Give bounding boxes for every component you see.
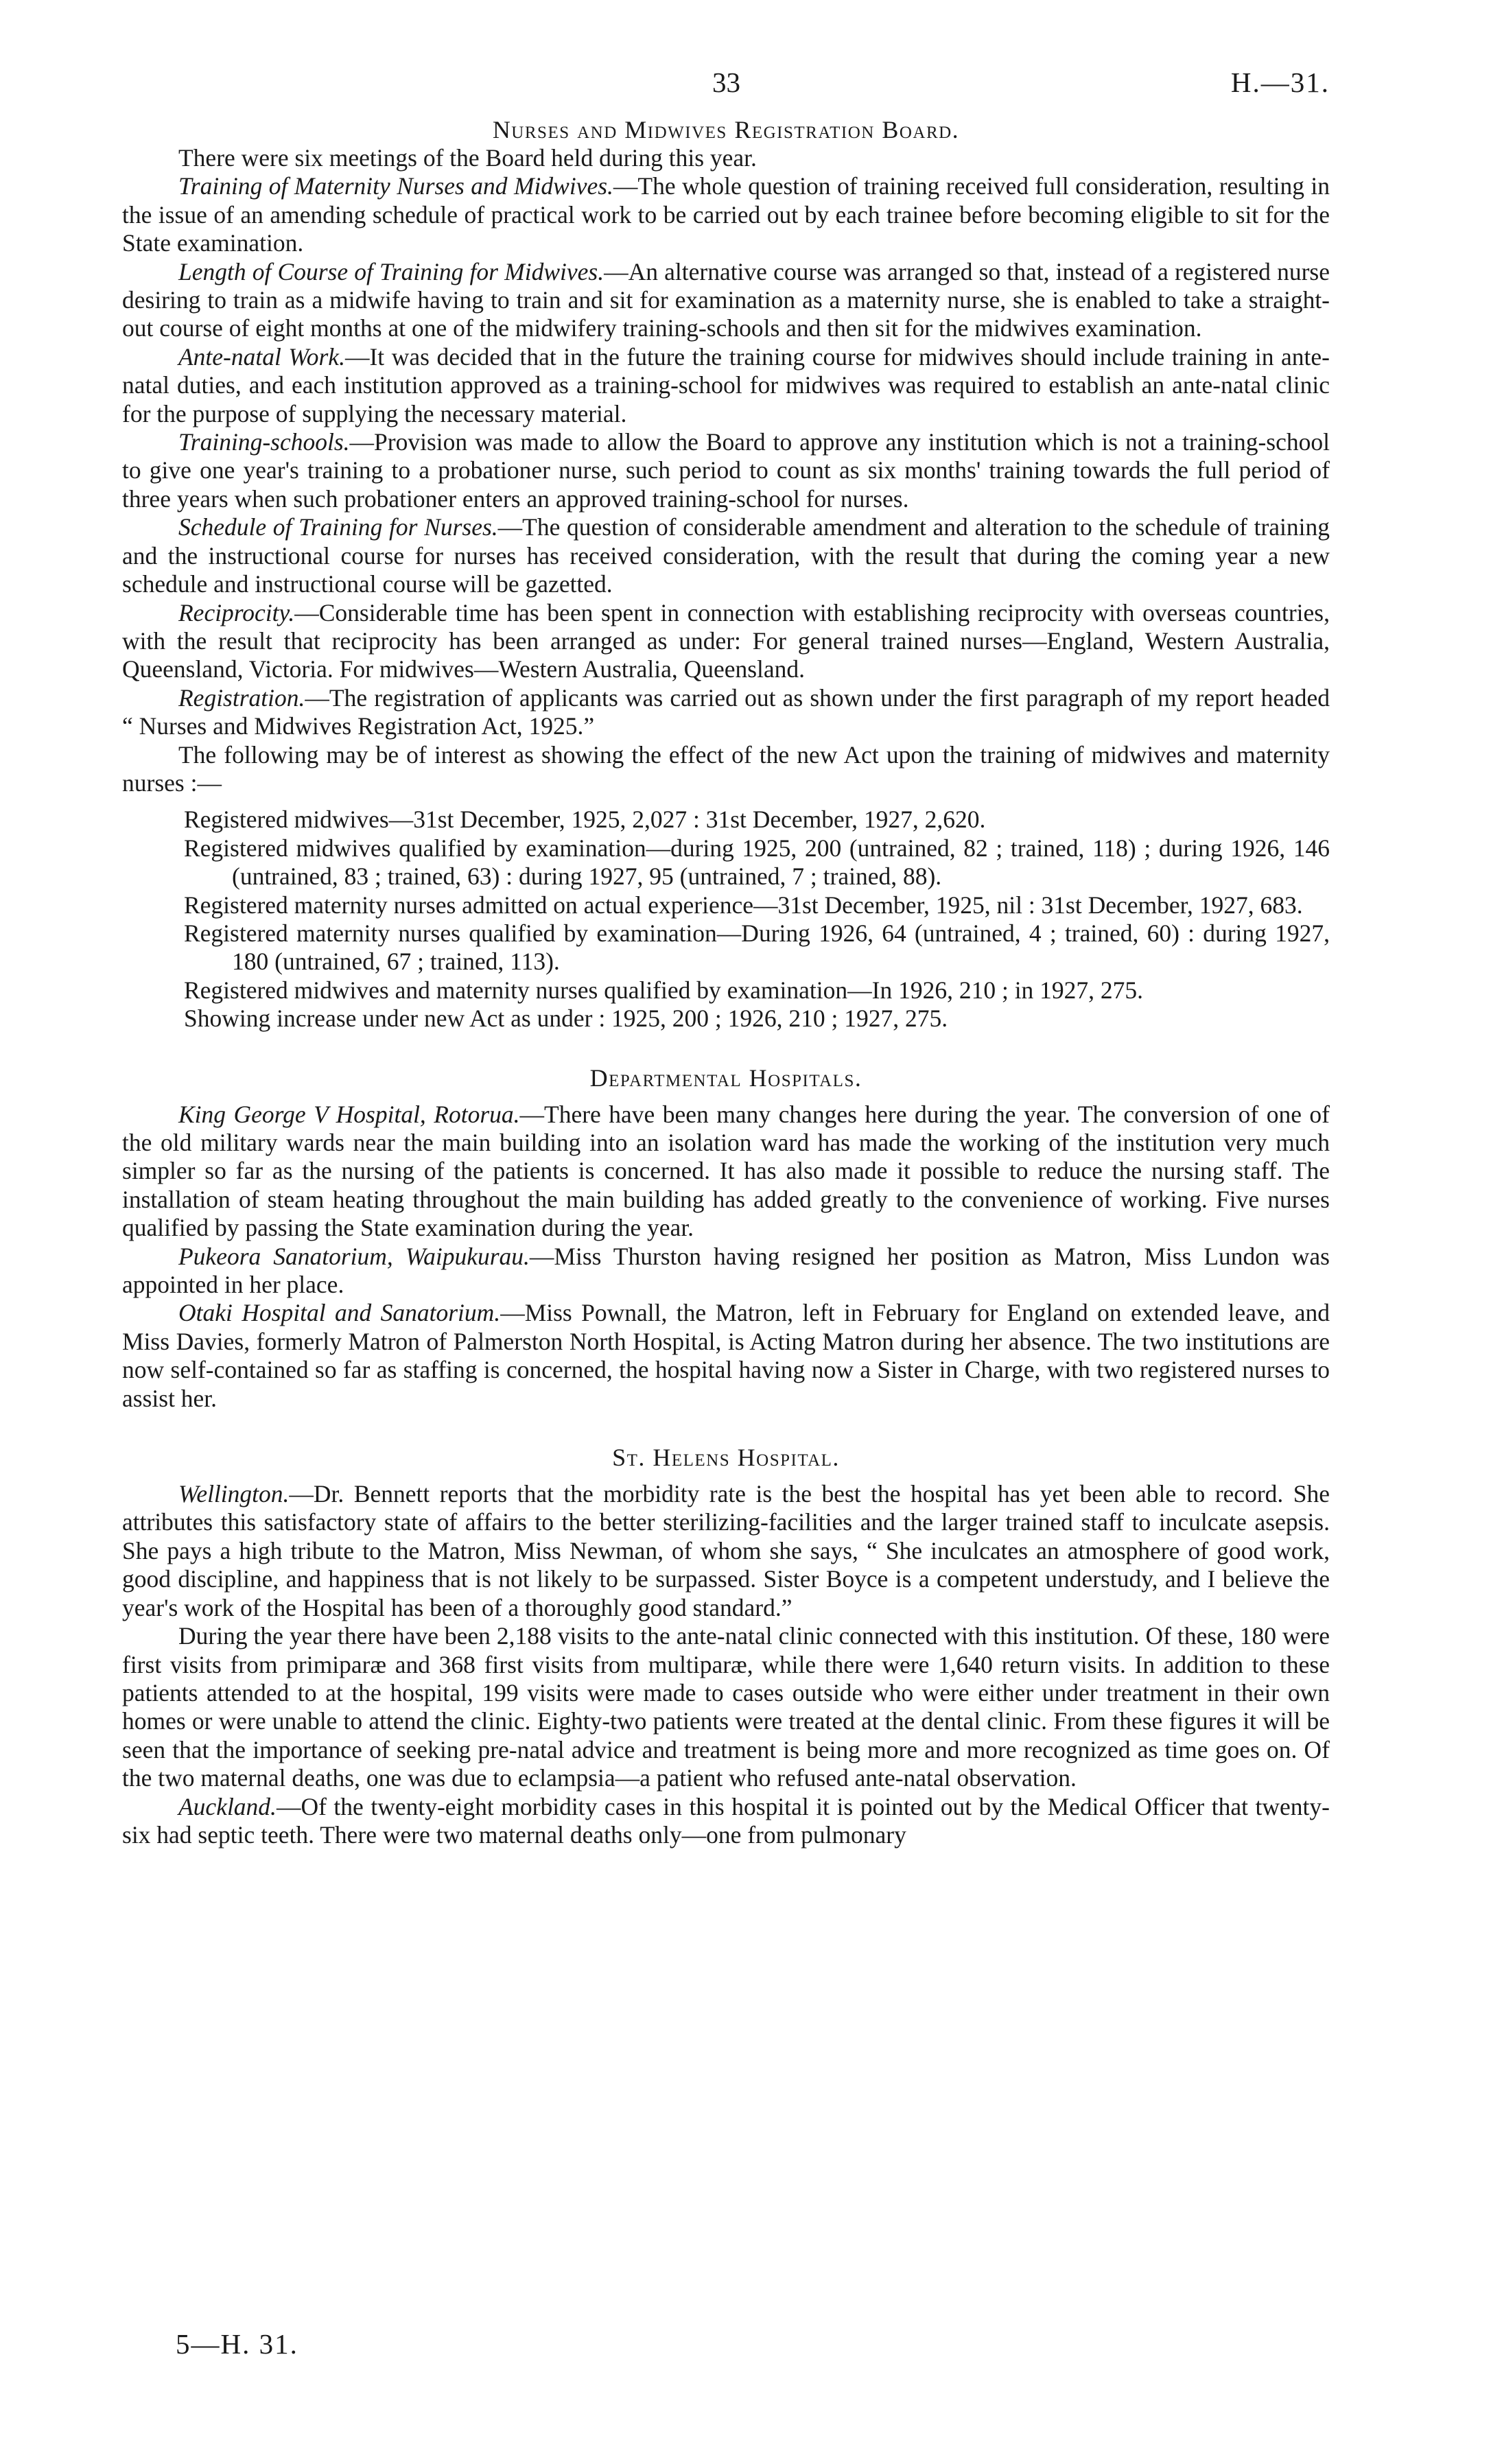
section-st-helens-hospital (122, 1480, 1330, 1849)
paragraph: King George V Hospital, Rotorua.—There have been many changes here during the year. The conversion of one of the old military wards near the main building into an isolation ward has made the working of the institution very much simpler so far as the nursing of the patients is concerned. It has also made it possible to reduce the nursing staff. The installation of steam heating throughout the main building has added greatly to the convenience of working. Five nurses qualified by passing the State examination during the year. (122, 1100, 1330, 1242)
page-number: 33 (712, 67, 740, 98)
statistic-item: Registered maternity nurses qualified by examination—During 1926, 64 (untrained, 4 ; trained, 60) : during 1927, 180 (untrained, 67 ; trained, 113). (184, 919, 1330, 976)
section-title-registration-board: Nurses and Midwives Registration Board. (492, 116, 960, 143)
paragraph: Wellington.—Dr. Bennett reports that the morbidity rate is the best the hospital has yet been able to record. She attributes this satisfactory state of affairs to the better sterilizing-facilities and the larger trained staff to inculcate asepsis. She pays a high tribute to the Matron, Miss Newman, of whom she says, “ She inculcates an atmosphere of good work, good discipline, and happiness that is not likely to be surpassed. Sister Boyce is a competent understudy, and I believe the year's work of the Hospital has been of a thoroughly good standard.” (122, 1480, 1330, 1621)
paragraph: Auckland.—Of the twenty-eight morbidity cases in this hospital it is pointed out by the Medical Officer that twenty-six had septic teeth. There were two maternal deaths only—one from pulmonary (122, 1792, 1330, 1849)
statistic-item: Registered midwives qualified by examination—during 1925, 200 (untrained, 82 ; trained, 118) ; during 1926, 146 (untrained, 83 ; trained, 63) : during 1927, 95 (untrained, 7 ; trained, 88). (184, 834, 1330, 891)
paragraph: Pukeora Sanatorium, Waipukurau.—Miss Thurston having resigned her position as Matron, Miss Lundon was appointed in her place. (122, 1242, 1330, 1299)
statistic-item: Showing increase under new Act as under : 1925, 200 ; 1926, 210 ; 1927, 275. (184, 1005, 948, 1033)
paragraph: Length of Course of Training for Midwives.—An alternative course was arranged so that, instead of a registered nurse desiring to train as a midwife having to train and sit for examination as a maternity nurse, she is enabled to take a straight-out course of eight months at one of the midwifery training-schools and then sit for the midwives examination. (122, 257, 1330, 342)
registration-statistics-list (122, 806, 1330, 1033)
document-reference: H.—31. (1230, 67, 1330, 98)
section-registration-board (122, 144, 1330, 1033)
paragraph: Schedule of Training for Nurses.—The question of considerable amendment and alteration to the schedule of training and the instructional course for nurses has received consideration, with the result that during the coming year a new schedule and instructional course will be gazetted. (122, 513, 1330, 598)
paragraph: Registration.—The registration of applicants was carried out as shown under the first paragraph of my report headed “ Nurses and Midwives Registration Act, 1925.” (122, 683, 1330, 740)
section-title-st-helens-hospital: St. Helens Hospital. (612, 1444, 840, 1472)
statistic-item: Registered midwives and maternity nurses qualified by examination—In 1926, 210 ; in 1927, 275. (184, 976, 1144, 1004)
signature-reference: 5—H. 31. (176, 2328, 298, 2360)
paragraph: Training-schools.—Provision was made to allow the Board to approve any institution which is not a training-school to give one year's training to a probationer nurse, such period to count as six months' training towards the full period of three years when such probationer enters an approved training-school for nurses. (122, 428, 1330, 513)
paragraph: Reciprocity.—Considerable time has been spent in connection with establishing reciprocity with overseas countries, with the result that reciprocity has been arranged as under: For general trained nurses—England, Western Australia, Queensland, Victoria. For midwives—Western Australia, Queensland. (122, 598, 1330, 683)
section-title-departmental-hospitals: Departmental Hospitals. (589, 1064, 862, 1092)
paragraph: Training of Maternity Nurses and Midwives.—The whole question of training received full consideration, resulting in the issue of an amending schedule of practical work to be carried out by each trainee before becoming eligible to sit for the State examination. (122, 172, 1330, 257)
paragraph: During the year there have been 2,188 visits to the ante-natal clinic connected with this institution. Of these, 180 were first visits from primiparæ and 368 first visits from multiparæ, while there were 1,640 return visits. In addition to these patients attended to at the hospital, 199 visits were made to cases outside who were either under treatment in their own homes or were unable to attend the clinic. Eighty-two patients were treated at the dental clinic. From these figures it will be seen that the importance of seeking pre-natal advice and treatment is being more and more recognized as time goes on. Of the two maternal deaths, one was due to eclampsia—a patient who refused ante-natal observation. (122, 1622, 1330, 1792)
page-header (122, 69, 1330, 111)
paragraph: Otaki Hospital and Sanatorium.—Miss Pownall, the Matron, left in February for England on extended leave, and Miss Davies, formerly Matron of Palmerston North Hospital, is Acting Matron during her absence. The two institutions are now self-contained so far as staffing is concerned, the hospital having now a Sister in Charge, with two registered nurses to assist her. (122, 1299, 1330, 1412)
paragraph: There were six meetings of the Board held during this year. (178, 144, 757, 172)
statistic-item: Registered midwives—31st December, 1925, 2,027 : 31st December, 1927, 2,620. (184, 806, 986, 834)
statistic-item: Registered maternity nurses admitted on actual experience—31st December, 1925, nil : 31st December, 1927, 683. (184, 891, 1303, 919)
document-page (122, 69, 1330, 1849)
paragraph: The following may be of interest as showing the effect of the new Act upon the training of midwives and maternity nurses :— (122, 740, 1330, 797)
section-departmental-hospitals (122, 1101, 1330, 1413)
paragraph: Ante-natal Work.—It was decided that in the future the training course for midwives should include training in ante-natal duties, and each institution approved as a training-school for midwives was required to establish an ante-natal clinic for the purpose of supplying the necessary material. (122, 342, 1330, 427)
